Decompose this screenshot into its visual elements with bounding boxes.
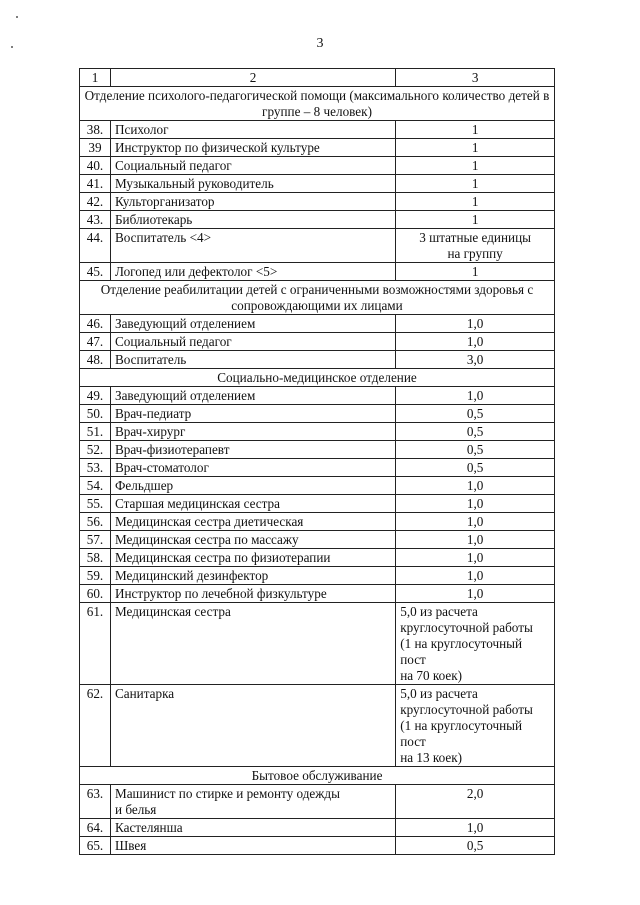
table-row [80,405,555,423]
position-name: Музыкальный руководитель [110,175,395,193]
position-name: Врач-физиотерапевт [110,441,395,459]
table-row [80,333,555,351]
position-name: Кастелянша [110,819,395,837]
position-name: Машинист по стирке и ремонту одежды и белья [110,785,395,819]
staff-units: 1,0 [396,567,555,585]
table-row [80,837,555,855]
position-name: Швея [110,837,395,855]
staff-units: 1,0 [396,585,555,603]
position-name: Библиотекарь [110,211,395,229]
scan-speck [16,16,18,18]
row-number: 52. [80,441,111,459]
staff-units: 1 [396,211,555,229]
staff-units: 0,5 [396,837,555,855]
section-header-row [80,87,555,121]
row-number: 41. [80,175,111,193]
section-title: Отделение реабилитации детей с ограниченными возможностями здоровья с сопровождающими их лицами [80,281,555,315]
table-row [80,263,555,281]
row-number: 61. [80,603,111,685]
header-col-1: 1 [80,69,111,87]
table-row [80,157,555,175]
section-header-row [80,281,555,315]
row-number: 53. [80,459,111,477]
position-name: Старшая медицинская сестра [110,495,395,513]
row-number: 48. [80,351,111,369]
table-row [80,785,555,819]
row-number: 46. [80,315,111,333]
staff-units: 1,0 [396,477,555,495]
staff-units: 1,0 [396,513,555,531]
row-number: 50. [80,405,111,423]
table-row [80,423,555,441]
staff-units: 1,0 [396,495,555,513]
table-row [80,121,555,139]
staff-units: 1 [396,175,555,193]
staff-units: 1 [396,121,555,139]
position-name: Инструктор по физической культуре [110,139,395,157]
table-row [80,175,555,193]
section-header-row [80,369,555,387]
table-header-row [80,69,555,87]
row-number: 64. [80,819,111,837]
row-number: 63. [80,785,111,819]
staff-units: 1,0 [396,549,555,567]
table-row [80,495,555,513]
position-name: Врач-педиатр [110,405,395,423]
staff-units: 5,0 из расчета круглосуточной работы (1 на круглосуточный пост на 13 коек) [396,685,555,767]
table-row [80,139,555,157]
section-title: Бытовое обслуживание [80,767,555,785]
row-number: 43. [80,211,111,229]
row-number: 44. [80,229,111,263]
row-number: 51. [80,423,111,441]
staffing-table [79,68,555,855]
table-row [80,441,555,459]
staff-units: 5,0 из расчета круглосуточной работы (1 на круглосуточный пост на 70 коек) [396,603,555,685]
page-number: 3 [316,36,324,51]
row-number: 42. [80,193,111,211]
staff-units: 1 [396,157,555,175]
position-name: Культорганизатор [110,193,395,211]
row-number: 55. [80,495,111,513]
staffing-table-body [80,69,555,855]
section-title: Отделение психолого-педагогической помощи (максимального количество детей в группе – 8 человек) [80,87,555,121]
row-number: 47. [80,333,111,351]
row-number: 57. [80,531,111,549]
table-row [80,819,555,837]
table-row [80,513,555,531]
staff-units: 0,5 [396,423,555,441]
staff-units: 3 штатные единицы на группу [396,229,555,263]
staff-units: 1,0 [396,531,555,549]
position-name: Заведующий отделением [110,387,395,405]
staff-units: 0,5 [396,441,555,459]
row-number: 58. [80,549,111,567]
table-row [80,193,555,211]
table-row [80,315,555,333]
staff-units: 2,0 [396,785,555,819]
table-row [80,229,555,263]
position-name: Социальный педагог [110,333,395,351]
position-name: Медицинская сестра [110,603,395,685]
table-row [80,459,555,477]
row-number: 45. [80,263,111,281]
staff-units: 1 [396,139,555,157]
header-col-2: 2 [110,69,395,87]
row-number: 59. [80,567,111,585]
position-name: Медицинская сестра по физиотерапии [110,549,395,567]
table-row [80,567,555,585]
table-row [80,603,555,685]
row-number: 40. [80,157,111,175]
section-header-row [80,767,555,785]
header-col-3: 3 [396,69,555,87]
position-name: Санитарка [110,685,395,767]
staff-units: 0,5 [396,459,555,477]
position-name: Врач-хирург [110,423,395,441]
position-name: Медицинская сестра по массажу [110,531,395,549]
staff-units: 0,5 [396,405,555,423]
staff-units: 1,0 [396,333,555,351]
position-name: Фельдшер [110,477,395,495]
position-name: Воспитатель <4> [110,229,395,263]
position-name: Врач-стоматолог [110,459,395,477]
staff-units: 1 [396,263,555,281]
position-name: Социальный педагог [110,157,395,175]
table-row [80,585,555,603]
row-number: 38. [80,121,111,139]
position-name: Медицинский дезинфектор [110,567,395,585]
row-number: 49. [80,387,111,405]
position-name: Воспитатель [110,351,395,369]
row-number: 56. [80,513,111,531]
staff-units: 1,0 [396,819,555,837]
table-row [80,685,555,767]
position-name: Медицинская сестра диетическая [110,513,395,531]
staff-units: 1,0 [396,387,555,405]
row-number: 62. [80,685,111,767]
position-name: Инструктор по лечебной физкультуре [110,585,395,603]
row-number: 65. [80,837,111,855]
table-row [80,477,555,495]
table-row [80,387,555,405]
position-name: Логопед или дефектолог <5> [110,263,395,281]
table-row [80,531,555,549]
position-name: Заведующий отделением [110,315,395,333]
staff-units: 1,0 [396,315,555,333]
section-title: Социально-медицинское отделение [80,369,555,387]
position-name: Психолог [110,121,395,139]
staff-units: 1 [396,193,555,211]
row-number: 39 [80,139,111,157]
row-number: 60. [80,585,111,603]
staff-units: 3,0 [396,351,555,369]
row-number: 54. [80,477,111,495]
table-row [80,351,555,369]
table-row [80,549,555,567]
table-row [80,211,555,229]
